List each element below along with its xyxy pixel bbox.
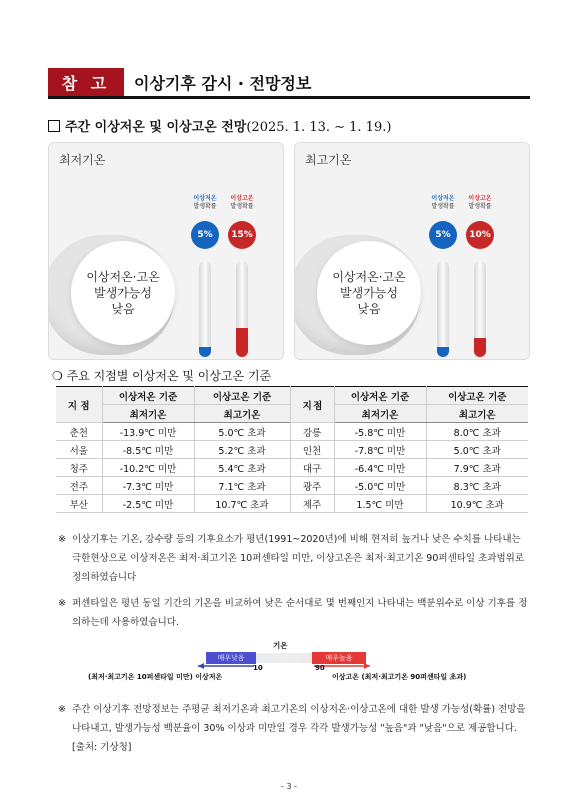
header-high-sub: 최고기온 — [426, 405, 528, 423]
station-cell: 서울 — [56, 441, 102, 459]
station-cell: 인천 — [290, 441, 334, 459]
very-high-box: 매우높음 — [312, 652, 366, 664]
header-low-sub: 최저기온 — [102, 405, 194, 423]
section-title-text: 주간 이상저온 및 이상고온 전망 — [65, 120, 247, 135]
circle-line: 발생가능성 — [94, 286, 152, 300]
legend-high-sub: 발생확률 — [468, 203, 492, 210]
header-high: 이상고온 기준 — [426, 387, 528, 405]
table-subheading — [52, 367, 271, 384]
probability-summary-circle — [317, 241, 421, 345]
circle-line: 낮음 — [111, 302, 135, 316]
very-low-box: 매우낮음 — [206, 652, 256, 664]
legend-high-title: 이상고온 — [468, 195, 492, 202]
station-cell: 광주 — [290, 477, 334, 495]
high-threshold-cell: 8.0℃ 초과 — [426, 423, 528, 441]
panel-label: 최저기온 — [59, 153, 106, 167]
high-threshold-cell: 7.1℃ 초과 — [194, 477, 290, 495]
header-station: 지 점 — [290, 387, 334, 423]
station-cell: 부산 — [56, 495, 102, 513]
circle-line: 이상저온·고온 — [86, 270, 160, 284]
note-mark: ※ — [58, 598, 66, 609]
high-gauge-fill — [474, 338, 486, 357]
header-station: 지 점 — [56, 387, 102, 423]
legend-low-title: 이상저온 — [431, 195, 455, 202]
panel-min-temp — [48, 142, 284, 360]
page-number: - 3 - — [281, 782, 297, 791]
subheading-text: 주요 지점별 이상저온 및 이상고온 기준 — [66, 369, 272, 383]
legend-high-title: 이상고온 — [230, 195, 254, 202]
high-threshold-cell: 5.0℃ 초과 — [194, 423, 290, 441]
high-gauge-fill — [236, 328, 248, 357]
tick-90: 90 — [315, 664, 325, 672]
high-threshold-cell: 5.0℃ 초과 — [426, 441, 528, 459]
circle-line: 낮음 — [357, 302, 381, 316]
low-threshold-cell: 1.5℃ 미만 — [334, 495, 426, 513]
note-text: 주간 이상기후 전망정보는 주평균 최저기온과 최고기온의 이상저온·이상고온에 대한 발생 가능성(확률) 전망을 나타내고, 발생가능성 백분율이 30% 이상과 미만일 경우 각각 발생가능성 "높음"과 "낮음"으로 제공합니다. [출처: 기상청] — [72, 704, 526, 753]
caption-low: (최저·최고기온 10퍼센타일 미만) 이상저온 — [88, 673, 223, 681]
high-threshold-cell: 5.4℃ 초과 — [194, 459, 290, 477]
note-definition — [58, 530, 530, 587]
legend-high-sub: 발생확률 — [230, 203, 254, 210]
table-row — [56, 459, 528, 477]
header-low: 이상저온 기준 — [102, 387, 194, 405]
station-cell: 춘천 — [56, 423, 102, 441]
high-arrow-head — [364, 663, 370, 669]
low-gauge-fill — [437, 347, 449, 357]
panel-max-temp — [294, 142, 530, 360]
legend-low-sub: 발생확률 — [431, 203, 455, 210]
low-probability-gauge — [437, 261, 449, 357]
station-cell: 대구 — [290, 459, 334, 477]
header-low-sub: 최저기온 — [334, 405, 426, 423]
low-threshold-cell: -5.0℃ 미만 — [334, 477, 426, 495]
station-cell: 강릉 — [290, 423, 334, 441]
table-row — [56, 477, 528, 495]
high-threshold-cell: 5.2℃ 초과 — [194, 441, 290, 459]
table-row — [56, 423, 528, 441]
high-threshold-cell: 8.3℃ 초과 — [426, 477, 528, 495]
station-cell: 청주 — [56, 459, 102, 477]
header-high-sub: 최고기온 — [194, 405, 290, 423]
legend-high — [463, 195, 497, 211]
legend-low-title: 이상저온 — [193, 195, 217, 202]
high-threshold-cell: 10.7℃ 초과 — [194, 495, 290, 513]
low-arrow-head — [198, 663, 204, 669]
diagram-title: 기온 — [273, 641, 288, 650]
header-rule — [48, 96, 530, 99]
legend-low — [188, 195, 222, 211]
station-cell: 전주 — [56, 477, 102, 495]
section-title — [48, 116, 391, 135]
circle-line: 이상저온·고온 — [332, 270, 406, 284]
low-threshold-cell: -7.3℃ 미만 — [102, 477, 194, 495]
header-low: 이상저온 기준 — [334, 387, 426, 405]
circle-bullet-icon: ❍ — [52, 369, 63, 383]
note-text: 퍼센타일은 평년 동일 기간의 기온을 비교하여 낮은 순서대로 몇 번째인지 나타내는 백분위수로 이상 기후를 정의하는데 사용하였습니다. — [72, 598, 528, 628]
low-threshold-cell: -8.5℃ 미만 — [102, 441, 194, 459]
low-probability-badge: 5% — [191, 221, 219, 249]
note-text: 이상기후는 기온, 강수량 등의 기후요소가 평년(1991~2020년)에 비해 현저히 높거나 낮은 수치를 나타내는 극한현상으로 이상저온은 최저·최고기온 10퍼센타일 미만, 이상고온은 최저·최고기온 90퍼센타일 초과범위로 정의하였습니다 — [72, 534, 525, 583]
low-threshold-cell: -6.4℃ 미만 — [334, 459, 426, 477]
low-threshold-cell: -5.8℃ 미만 — [334, 423, 426, 441]
checkbox-square-icon — [48, 120, 60, 132]
high-threshold-cell: 10.9℃ 초과 — [426, 495, 528, 513]
low-probability-gauge — [199, 261, 211, 357]
high-probability-gauge — [474, 261, 486, 357]
page-title: 이상기후 감시 · 전망정보 — [134, 73, 312, 93]
low-threshold-cell: -13.9℃ 미만 — [102, 423, 194, 441]
low-gauge-fill — [199, 347, 211, 357]
low-threshold-cell: -10.2℃ 미만 — [102, 459, 194, 477]
caption-high: 이상고온 (최저·최고기온 90퍼센타일 초과) — [332, 673, 467, 681]
tick-10: 10 — [253, 664, 263, 672]
high-threshold-cell: 7.9℃ 초과 — [426, 459, 528, 477]
note-mark: ※ — [58, 534, 66, 545]
circle-line: 발생가능성 — [340, 286, 398, 300]
legend-low — [426, 195, 460, 211]
legend-high — [225, 195, 259, 211]
percentile-diagram — [48, 638, 530, 690]
threshold-table — [56, 386, 528, 513]
note-mark: ※ — [58, 704, 66, 715]
legend-low-sub: 발생확률 — [193, 203, 217, 210]
table-row — [56, 495, 528, 513]
low-probability-badge: 5% — [429, 221, 457, 249]
high-probability-badge: 15% — [228, 221, 256, 249]
header-high: 이상고온 기준 — [194, 387, 290, 405]
table-row — [56, 441, 528, 459]
high-probability-gauge — [236, 261, 248, 357]
station-cell: 제주 — [290, 495, 334, 513]
note-forecast — [58, 700, 530, 757]
low-threshold-cell: -7.8℃ 미만 — [334, 441, 426, 459]
high-probability-badge: 10% — [466, 221, 494, 249]
reference-tag: 참 고 — [48, 68, 124, 96]
section-date: (2025. 1. 13. ∼ 1. 19.) — [246, 120, 392, 135]
probability-summary-circle — [71, 241, 175, 345]
note-percentile — [58, 594, 530, 632]
low-threshold-cell: -2.5℃ 미만 — [102, 495, 194, 513]
panel-label: 최고기온 — [305, 153, 352, 167]
